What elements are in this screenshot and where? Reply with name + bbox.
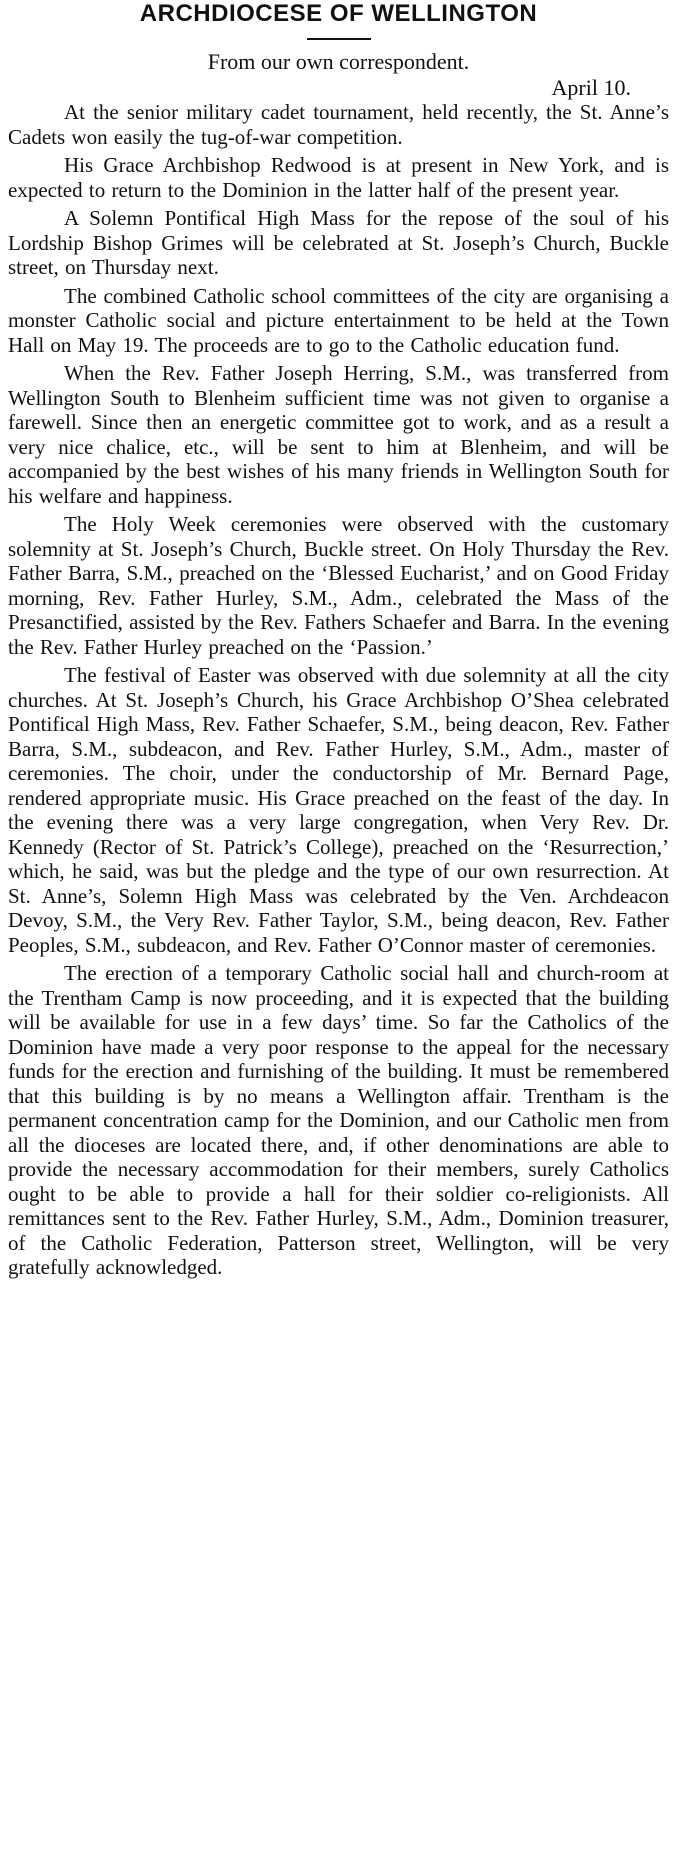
paragraph-school-committees: The combined Catholic school committees of the city are organising a monster Catholic social and picture entertainment to be held at the Town Hall on May 19. The proceeds are to go to the Catholic education fund. [8,283,669,357]
paragraph-archbishop-redwood: His Grace Archbishop Redwood is at present in New York, and is expected to return to the Dominion in the latter half of the present year. [8,153,669,202]
paragraph-holy-week: The Holy Week ceremonies were observed with the customary solemnity at St. Joseph’s Church, Buckle street. On Holy Thursday the Rev. Father Barra, S.M., preached on the ‘Blessed Eucharist,’ and on Good Friday morning, Rev. Father Hurley, S.M., Adm., celebrated the Mass of the Presanctified, assisted by the Rev. Fathers Schaefer and Barra. In the evening the Rev. Father Hurley preached on the ‘Passion.’ [8,512,669,659]
paragraph-pontifical-mass: A Solemn Pontifical High Mass for the repose of the soul of his Lordship Bishop Grimes will be celebrated at St. Joseph’s Church, Buckle street, on Thursday next. [8,206,669,279]
paragraph-trentham-hall: The erection of a temporary Catholic social hall and church-room at the Trentham Camp is now proceeding, and it is expected that the building will be available for use in a few days’ time. So far the Catholics of the Dominion have made a very poor response to the appeal for the necessary funds for the erection and furnishing of the building. It must be remembered that this building is by no means a Wellington affair. Trentham is the permanent concentration camp for the Dominion, and our Catholic men from all the dioceses are located there, and, if other denominations are able to provide the necessary accommodation for their members, surely Catholics ought to be able to provide a hall for their soldier co-religionists. All remittances sent to the Rev. Father Hurley, S.M., Adm., Dominion treasurer, of the Catholic Federation, Patterson street, Wellington, will be very gratefully acknowledged. [8,961,669,1279]
headline-rule [307,38,371,40]
paragraph-father-herring: When the Rev. Father Joseph Herring, S.M., was transferred from Wellington South to Blenheim sufficient time was not given to organise a farewell. Since then an energetic committee got to work, and as a result a very nice chalice, etc., will be sent to him at Blenheim, and will be accompanied by the best wishes of his many friends in Wellington South for his welfare and happiness. [8,361,669,508]
headline: ARCHDIOCESE OF WELLINGTON [139,0,538,27]
dateline: April 10. [551,75,631,100]
article-body [8,100,669,1280]
paragraph-cadets: At the senior military cadet tournament, held recently, the St. Anne’s Cadets won easily the tug-of-war competition. [8,100,669,149]
paragraph-easter: The festival of Easter was observed with due solemnity at all the city churches. At St. Joseph’s Church, his Grace Archbishop O’Shea celebrated Pontifical High Mass, Rev. Father Schaefer, S.M., being deacon, Rev. Father Barra, S.M., subdeacon, and Rev. Father Hurley, S.M., Adm., master of ceremonies. The choir, under the conductorship of Mr. Bernard Page, rendered appropriate music. His Grace preached on the feast of the day. In the evening there was a very large congregation, when Very Rev. Dr. Kennedy (Rector of St. Patrick’s College), preached on the ‘Resurrection,’ which, he said, was but the pledge and the type of our own resurrection. At St. Anne’s, Solemn High Mass was celebrated by the Ven. Archdeacon Devoy, S.M., the Very Rev. Father Taylor, S.M., being deacon, Rev. Father Peoples, S.M., subdeacon, and Rev. Father O’Connor master of ceremonies. [8,663,669,957]
byline: From our own correspondent. [207,49,470,74]
